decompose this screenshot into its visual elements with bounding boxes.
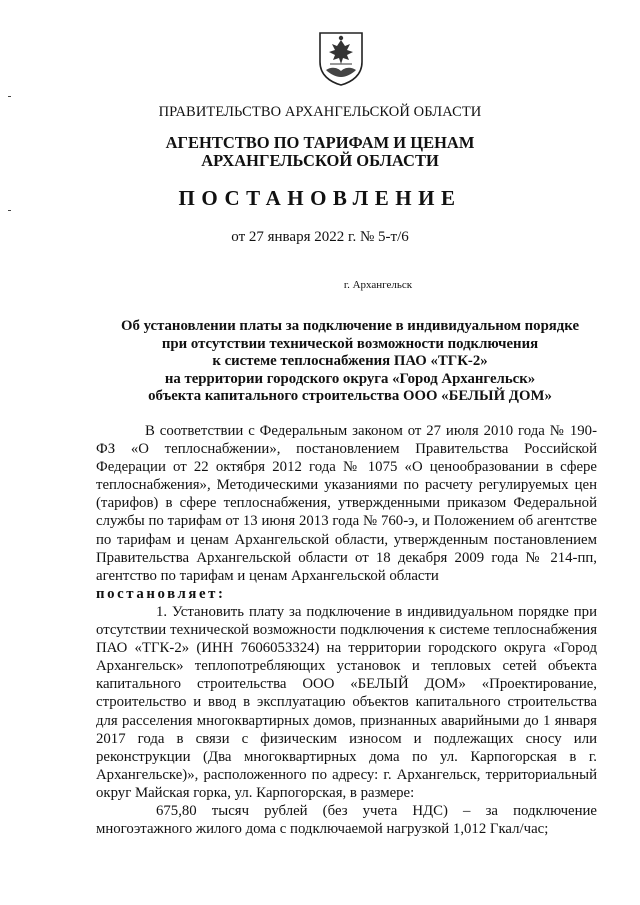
scan-margin-mark	[8, 210, 11, 211]
subject-line2: при отсутствии технической возможности подключения	[161, 335, 539, 352]
scan-margin-mark	[8, 96, 11, 97]
agency-name	[0, 134, 640, 170]
government-name: ПРАВИТЕЛЬСТВО АРХАНГЕЛЬСКОЙ ОБЛАСТИ	[158, 104, 482, 120]
subject-line5: объекта капитального строительства ООО «БЕЛЫЙ ДОМ»	[148, 388, 552, 405]
clause-1-amount-paragraph: 675,80 тысяч рублей (без учета НДС) – за подключение многоэтажного жилого дома с подключаемой нагрузкой 1,012 Гкал/час;	[96, 802, 597, 838]
agency-name-line2: АРХАНГЕЛЬСКОЙ ОБЛАСТИ	[201, 151, 439, 170]
document-city: г. Архангельск	[343, 279, 413, 291]
decree-word-text: постановляет:	[96, 585, 226, 602]
coat-of-arms-emblem	[316, 30, 366, 86]
preamble-paragraph: В соответствии с Федеральным законом от 27 июля 2010 года № 190-ФЗ «О теплоснабжении», постановлением Правительства Российской Федерации от 22 октября 2012 года № 1075 «О ценообразовании в сфере теплоснабжения», Методическими указаниями по расчету регулируемых цен (тарифов) в сфере теплоснабжения, утвержденными приказом Федеральной службы по тарифам от 13 июня 2013 года № 760-э, и Положением об агентстве по тарифам и ценам Архангельской области, утвержденным постановлением Правительства Архангельской области от 18 декабря 2009 года № 214-пп, агентство по тарифам и ценам Архангельской области	[96, 423, 597, 584]
document-type-title: ПОСТАНОВЛЕНИЕ	[178, 186, 462, 210]
clause-1-paragraph: 1. Установить плату за подключение в индивидуальном порядке при отсутствии технической возможности подключения к системе теплоснабжения ПАО «ТГК-2» (ИНН 7606053324) на территории городского округа «Город Архангельск» теплопотребляющих установок и тепловых сетей объекта капитального строительства ООО «БЕЛЫЙ ДОМ» «Проектирование, строительство и ввод в эксплуатацию объектов капитального строительства для расселения многоквартирных домов, признанных аварийными до 1 января 2017 года в связи с физическим износом и подлежащих сносу или реконструкции (Два многоквартирных дома по ул. Карпогорская в г. Архангельске)», расположенного по адресу: г. Архангельск, территориальный округ Майская горка, ул. Карпогорская, в размере:	[96, 603, 597, 801]
subject-line1: Об установлении платы за подключение в индивидуальном порядке	[120, 318, 580, 334]
subject-line3: к системе теплоснабжения ПАО «ТГК-2»	[212, 353, 488, 370]
document-date-number: от 27 января 2022 г. № 5-т/6	[231, 229, 409, 245]
document-body	[96, 422, 597, 838]
subject-line4: на территории городского округа «Город Архангельск»	[164, 370, 536, 387]
document-subject	[30, 318, 640, 406]
decree-word	[96, 585, 597, 603]
agency-name-line1: АГЕНТСТВО ПО ТАРИФАМ И ЦЕНАМ	[165, 133, 475, 152]
